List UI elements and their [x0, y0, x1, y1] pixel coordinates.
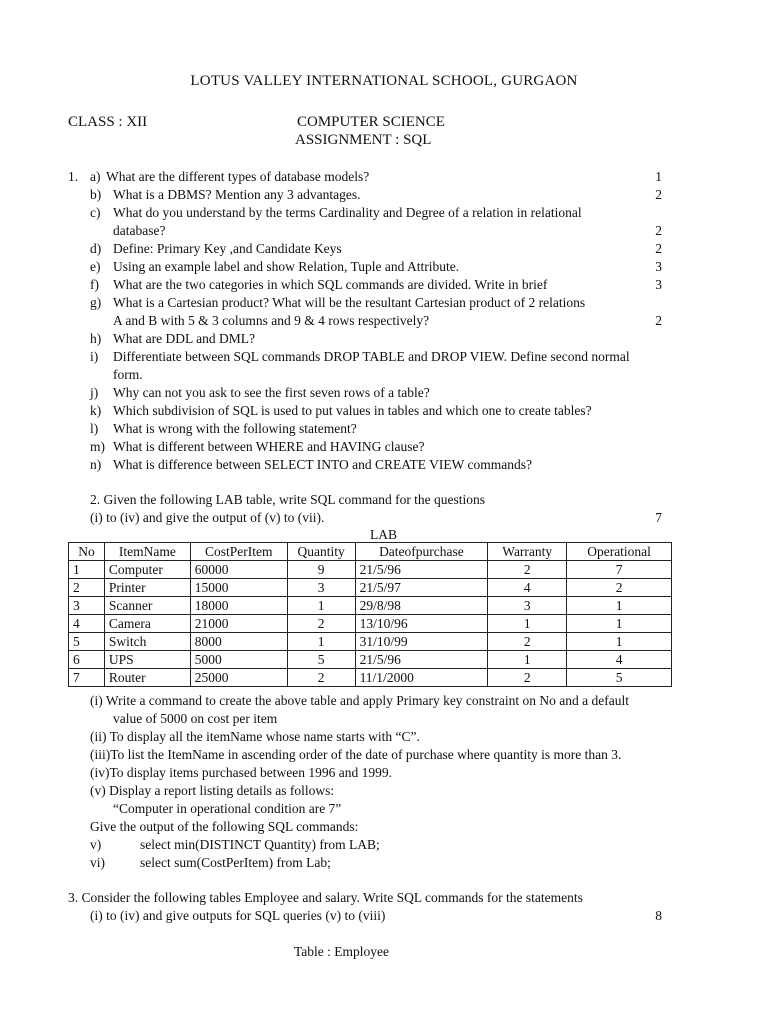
cell-itemname: Switch — [104, 633, 190, 651]
q1-c-marks: 2 — [655, 223, 662, 238]
q1-m-label: m) — [90, 439, 105, 454]
school-name: LOTUS VALLEY INTERNATIONAL SCHOOL, GURGAON — [190, 73, 578, 89]
q2-marks: 7 — [655, 510, 662, 525]
q1-d-label: d) — [90, 241, 102, 256]
q2-output-v-label: v) — [90, 837, 102, 852]
q1-n-text: What is difference between SELECT INTO and CREATE VIEW commands? — [113, 457, 533, 472]
q1-c-text: What do you understand by the terms Cardinality and Degree of a relation in relational — [113, 205, 582, 220]
cell-dateofpurchase: 29/8/98 — [355, 597, 488, 615]
q1-k-text: Which subdivision of SQL is used to put values in tables and which one to create tables? — [113, 403, 592, 418]
cell-itemname: UPS — [104, 651, 190, 669]
cell-quantity: 3 — [287, 579, 355, 597]
cell-quantity: 9 — [287, 561, 355, 579]
table-row — [69, 651, 672, 669]
col-header-warranty: Warranty — [488, 543, 567, 561]
q1-k-label: k) — [90, 403, 102, 418]
q1-l-label: l) — [90, 421, 99, 436]
cell-no: 7 — [69, 669, 105, 687]
q1-e-marks: 3 — [655, 259, 662, 274]
cell-itemname: Scanner — [104, 597, 190, 615]
q1-h-label: h) — [90, 331, 102, 346]
cell-costperitem: 5000 — [190, 651, 287, 669]
cell-warranty: 4 — [488, 579, 567, 597]
cell-operational: 1 — [567, 615, 672, 633]
cell-operational: 4 — [567, 651, 672, 669]
cell-quantity: 2 — [287, 615, 355, 633]
cell-quantity: 5 — [287, 651, 355, 669]
q1-d-text: Define: Primary Key ,and Candidate Keys — [113, 241, 342, 256]
q2-output-vi-text: select sum(CostPerItem) from Lab; — [140, 855, 331, 870]
q1-j-text: Why can not you ask to see the first seven rows of a table? — [113, 385, 430, 400]
q1-e-label: e) — [90, 259, 101, 274]
cell-dateofpurchase: 11/1/2000 — [355, 669, 488, 687]
col-header-quantity: Quantity — [287, 543, 355, 561]
q1-f-label: f) — [90, 277, 99, 292]
q3-intro-line1: 3. Consider the following tables Employee and salary. Write SQL commands for the statements — [68, 890, 583, 905]
table-row — [69, 669, 672, 687]
q1-h-text: What are DDL and DML? — [113, 331, 255, 346]
table-row — [69, 561, 672, 579]
q2-output-intro: Give the output of the following SQL commands: — [90, 819, 359, 834]
cell-operational: 2 — [567, 579, 672, 597]
cell-operational: 7 — [567, 561, 672, 579]
cell-costperitem: 15000 — [190, 579, 287, 597]
table-row — [69, 615, 672, 633]
cell-no: 2 — [69, 579, 105, 597]
table-row — [69, 579, 672, 597]
cell-operational: 1 — [567, 597, 672, 615]
employee-table-title: Table : Employee — [294, 944, 390, 959]
cell-dateofpurchase: 13/10/96 — [355, 615, 488, 633]
q1-f-marks: 3 — [655, 277, 662, 292]
q3-intro-line2: (i) to (iv) and give outputs for SQL queries (v) to (viii) — [90, 908, 386, 923]
cell-operational: 1 — [567, 633, 672, 651]
cell-warranty: 2 — [488, 561, 567, 579]
cell-costperitem: 21000 — [190, 615, 287, 633]
q2-intro-line2: (i) to (iv) and give the output of (v) to (vii). — [90, 510, 325, 525]
cell-quantity: 1 — [287, 597, 355, 615]
cell-costperitem: 8000 — [190, 633, 287, 651]
cell-warranty: 3 — [488, 597, 567, 615]
cell-quantity: 2 — [287, 669, 355, 687]
q2-sub-iv: (iv)To display items purchased between 1996 and 1999. — [90, 765, 392, 780]
q1-e-text: Using an example label and show Relation, Tuple and Attribute. — [113, 259, 460, 274]
class-label: CLASS : XII — [68, 114, 148, 130]
q2-sub-i-cont: value of 5000 on cost per item — [113, 711, 278, 726]
cell-warranty: 2 — [488, 669, 567, 687]
q1-a-marks: 1 — [655, 169, 662, 184]
q2-intro-line1: 2. Given the following LAB table, write SQL command for the questions — [90, 492, 486, 507]
cell-dateofpurchase: 21/5/97 — [355, 579, 488, 597]
cell-costperitem: 25000 — [190, 669, 287, 687]
q1-b-marks: 2 — [655, 187, 662, 202]
q1-i-text-cont: form. — [113, 367, 143, 382]
cell-quantity: 1 — [287, 633, 355, 651]
q1-b-text: What is a DBMS? Mention any 3 advantages. — [113, 187, 361, 202]
q1-g-marks: 2 — [655, 313, 662, 328]
cell-no: 3 — [69, 597, 105, 615]
q2-sub-i: (i) Write a command to create the above table and apply Primary key constraint on No and a default — [90, 693, 630, 708]
q2-output-v-text: select min(DISTINCT Quantity) from LAB; — [140, 837, 380, 852]
q1-f-text: What are the two categories in which SQL commands are divided. Write in brief — [113, 277, 548, 292]
cell-itemname: Printer — [104, 579, 190, 597]
q1-i-text: Differentiate between SQL commands DROP TABLE and DROP VIEW. Define second normal — [113, 349, 630, 364]
q2-sub-v-cont: “Computer in operational condition are 7” — [113, 801, 342, 816]
lab-table — [68, 542, 672, 687]
q1-c-label: c) — [90, 205, 101, 220]
table-row — [69, 597, 672, 615]
q1-d-marks: 2 — [655, 241, 662, 256]
q2-sub-ii: (ii) To display all the itemName whose name starts with “C”. — [90, 729, 420, 744]
col-header-no: No — [69, 543, 105, 561]
col-header-itemname: ItemName — [104, 543, 190, 561]
q1-m-text: What is different between WHERE and HAVING clause? — [113, 439, 425, 454]
q1-g-text-cont: A and B with 5 & 3 columns and 9 & 4 rows respectively? — [113, 313, 430, 328]
q2-sub-v: (v) Display a report listing details as follows: — [90, 783, 335, 798]
q1-i-label: i) — [90, 349, 99, 364]
cell-warranty: 1 — [488, 651, 567, 669]
cell-operational: 5 — [567, 669, 672, 687]
cell-dateofpurchase: 21/5/96 — [355, 561, 488, 579]
q1-b-label: b) — [90, 187, 102, 202]
q1-n-label: n) — [90, 457, 102, 472]
cell-itemname: Computer — [104, 561, 190, 579]
subject-title: COMPUTER SCIENCE — [297, 114, 445, 130]
q1-j-label: j) — [90, 385, 99, 400]
col-header-costperitem: CostPerItem — [190, 543, 287, 561]
cell-warranty: 2 — [488, 633, 567, 651]
table-row — [69, 633, 672, 651]
lab-table-title: LAB — [370, 527, 397, 542]
cell-no: 4 — [69, 615, 105, 633]
q2-output-vi-label: vi) — [90, 855, 105, 870]
q1-g-text: What is a Cartesian product? What will be the resultant Cartesian product of 2 relations — [113, 295, 586, 310]
q1-number: 1. — [68, 169, 79, 184]
assignment-title: ASSIGNMENT : SQL — [295, 132, 432, 148]
cell-no: 5 — [69, 633, 105, 651]
q1-g-label: g) — [90, 295, 102, 310]
cell-costperitem: 18000 — [190, 597, 287, 615]
cell-costperitem: 60000 — [190, 561, 287, 579]
lab-table-header-row — [69, 543, 672, 561]
cell-dateofpurchase: 31/10/99 — [355, 633, 488, 651]
cell-itemname: Camera — [104, 615, 190, 633]
q2-sub-iii: (iii)To list the ItemName in ascending order of the date of purchase where quantity is more than 3. — [90, 747, 622, 762]
col-header-dateofpurchase: Dateofpurchase — [355, 543, 488, 561]
cell-dateofpurchase: 21/5/96 — [355, 651, 488, 669]
cell-no: 6 — [69, 651, 105, 669]
q1-c-text-cont: database? — [113, 223, 166, 238]
cell-no: 1 — [69, 561, 105, 579]
cell-itemname: Router — [104, 669, 190, 687]
cell-warranty: 1 — [488, 615, 567, 633]
q1-l-text: What is wrong with the following statement? — [113, 421, 357, 436]
q1-a-text: What are the different types of database models? — [106, 169, 370, 184]
q1-a-label: a) — [90, 169, 101, 184]
q3-marks: 8 — [655, 908, 662, 923]
col-header-operational: Operational — [567, 543, 672, 561]
